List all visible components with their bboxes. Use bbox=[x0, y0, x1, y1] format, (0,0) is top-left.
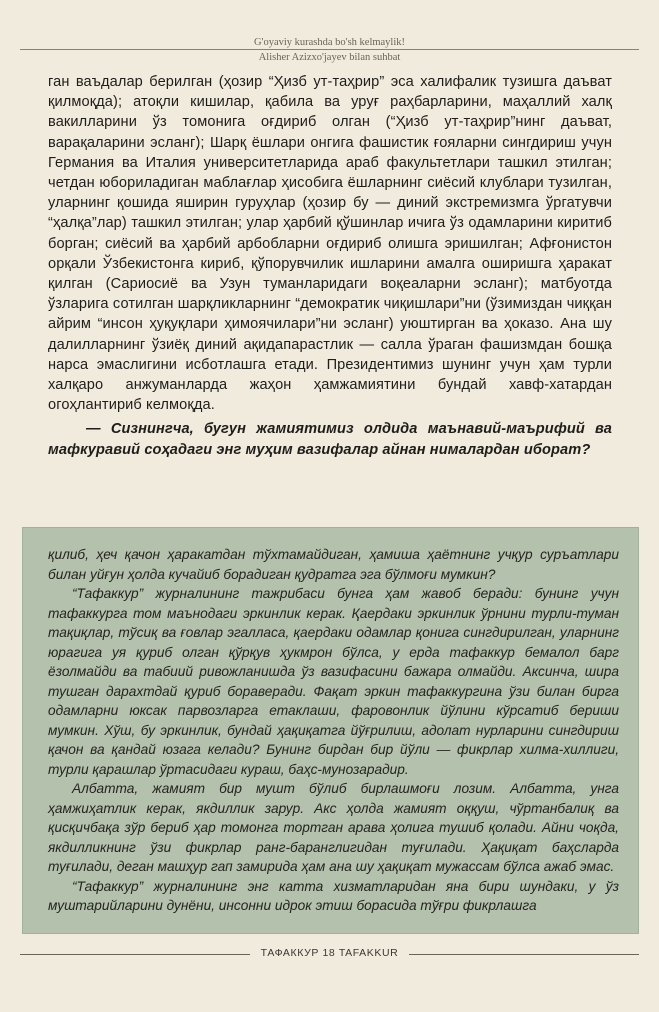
header-subtitle: Alisher Azizxo'jayev bilan suhbat bbox=[258, 52, 401, 63]
header-title: G'oyaviy kurashda bo'sh kelmaylik! bbox=[253, 37, 406, 48]
box-paragraph-3: Албатта, жамият бир мушт бўлиб бирлашмоғи лозим. Албатта, унга ҳамжиҳатлик керак, якдиллик зарур. Акс ҳолда жамият оққуш, чўртанбалиқ ва қисқичбақа зўр бериб ҳар томонга тортган арава ҳолига тушиб қолади. Айни чоқда, якдилликнинг ўзи фикрлар ранг-баранглигидан туғилади. Ҳақиқат баҳсларда туғилади, деган машҳур гап замирида ҳам ана шу ҳақиқат мужассам бўлса ажаб эмас. bbox=[48, 781, 619, 874]
footer-label: ТАФАККУР 18 TAFAKKUR bbox=[260, 947, 399, 959]
header-rule bbox=[20, 49, 639, 50]
footer-rule-right bbox=[409, 954, 639, 955]
page-footer bbox=[20, 947, 639, 961]
highlight-box-text bbox=[48, 545, 619, 916]
box-paragraph-4: “Тафаккур” журналининг энг катта хизматларидан яна бири шундаки, у ўз муштарийларини дунёни, инсонни идрок этиш борасида тўғри фикрлашга bbox=[48, 878, 619, 913]
box-paragraph-2: “Тафаккур” журналининг тажрибаси бунга ҳам жавоб беради: бунинг учун тафаккурга том маънодаги эркинлик керак. Қаердаки эркинлик ўрнини турли-туман тақиқлар, тўсиқ ва ғовлар эгалласа, қаердаки одамлар қонига сингдирилган, уларнинг юрагига уя қуриб олган қўрқув ҳукмрон бўлса, у ерда тафаккур бемалол барг ёзолмайди ва табиий ривожланишда ўз вазифасини бажара олмайди. Аксинча, шира тушган дарахтдай қуриб бораверади. Фақат эркин тафаккургина ўзи билан бирга одамларни юксак парвозларга етаклаши, фаровонлик йўлини кўрсатиб бериши мумкин. Хўш, бу эркинлик, бундай ҳақиқатга йўғрилиш, адолат нурларини сингдириш қачон ва қандай юзага келади? Бунинг бирдан бир йўли — фикрлар хилма-хиллиги, турли қарашлар ўртасидаги кураш, баҳс-мунозарадир. bbox=[48, 586, 619, 777]
running-header bbox=[20, 36, 639, 64]
main-paragraph: ган ваъдалар берилган (ҳозир “Ҳизб ут-таҳрир” эса халифалик тузишга даъват қилмоқда); атоқли кишилар, қабила ва уруғ раҳбарларини, маҳаллий халқ вакилларини ўз томонига оғдириб олган (“Ҳизб ут-таҳрир”нинг даъват, варақаларини эсланг); Шарқ ёшлари онгига фашистик ғояларни сингдириш учун Германия ва Италия университетларида араб факультетлари ташкил этилган; четдан юбориладиган маблағлар ҳисобига ёшларнинг сиёсий клублари тузилган, уларнинг қошида яширин гуруҳлар (ҳозир бу — диний экстремизмга ўргатувчи “ҳалқа”лар) ташкил этилган; улар ҳарбий қўшинлар ичига ўз одамларини киритиб борган; сиёсий ва ҳарбий арбобларни оғдириб олишга эришилган; Афғонистон орқали Ўзбекистонга кириб, қўпорувчилик ишларини амалга оширишга ҳаракат қилган (Сариосиё ва Узун туманларидаги воқеаларни эсланг); матбуотда ўзларига сотилган шарқликларнинг “демократик чиқишлари”ни (ўзимиздан чиққан айрим “инсон ҳуқуқлари ҳимоячилари”ни эсланг) уюштирган ва ҳоказо. Ана шу далилларнинг ўзиёқ диний ақидапарастлик — салла ўраган фашизмдан бошқа нарса эмаслигини исботлашга етади. Президентимиз шунинг учун ҳам турли халқаро анжуманларда жаҳон ҳамжамиятини бундай хавф-хатардан огоҳлантириб келмоқда. bbox=[48, 74, 612, 414]
interview-question: — Сизнингча, бугун жамиятимиз олдида маънавий-маърифий ва мафкуравий соҳадаги энг муҳим вазифалар айнан нималардан иборат? bbox=[48, 421, 612, 458]
box-paragraph-1: қилиб, ҳеч қачон ҳаракатдан тўхтамайдиган, ҳамиша ҳаётнинг учқур суръатлари билан уйғун ҳолда кучайиб борадиган қудратга эга бўлмоғи мумкин? bbox=[48, 547, 619, 582]
main-text-column bbox=[48, 72, 612, 460]
